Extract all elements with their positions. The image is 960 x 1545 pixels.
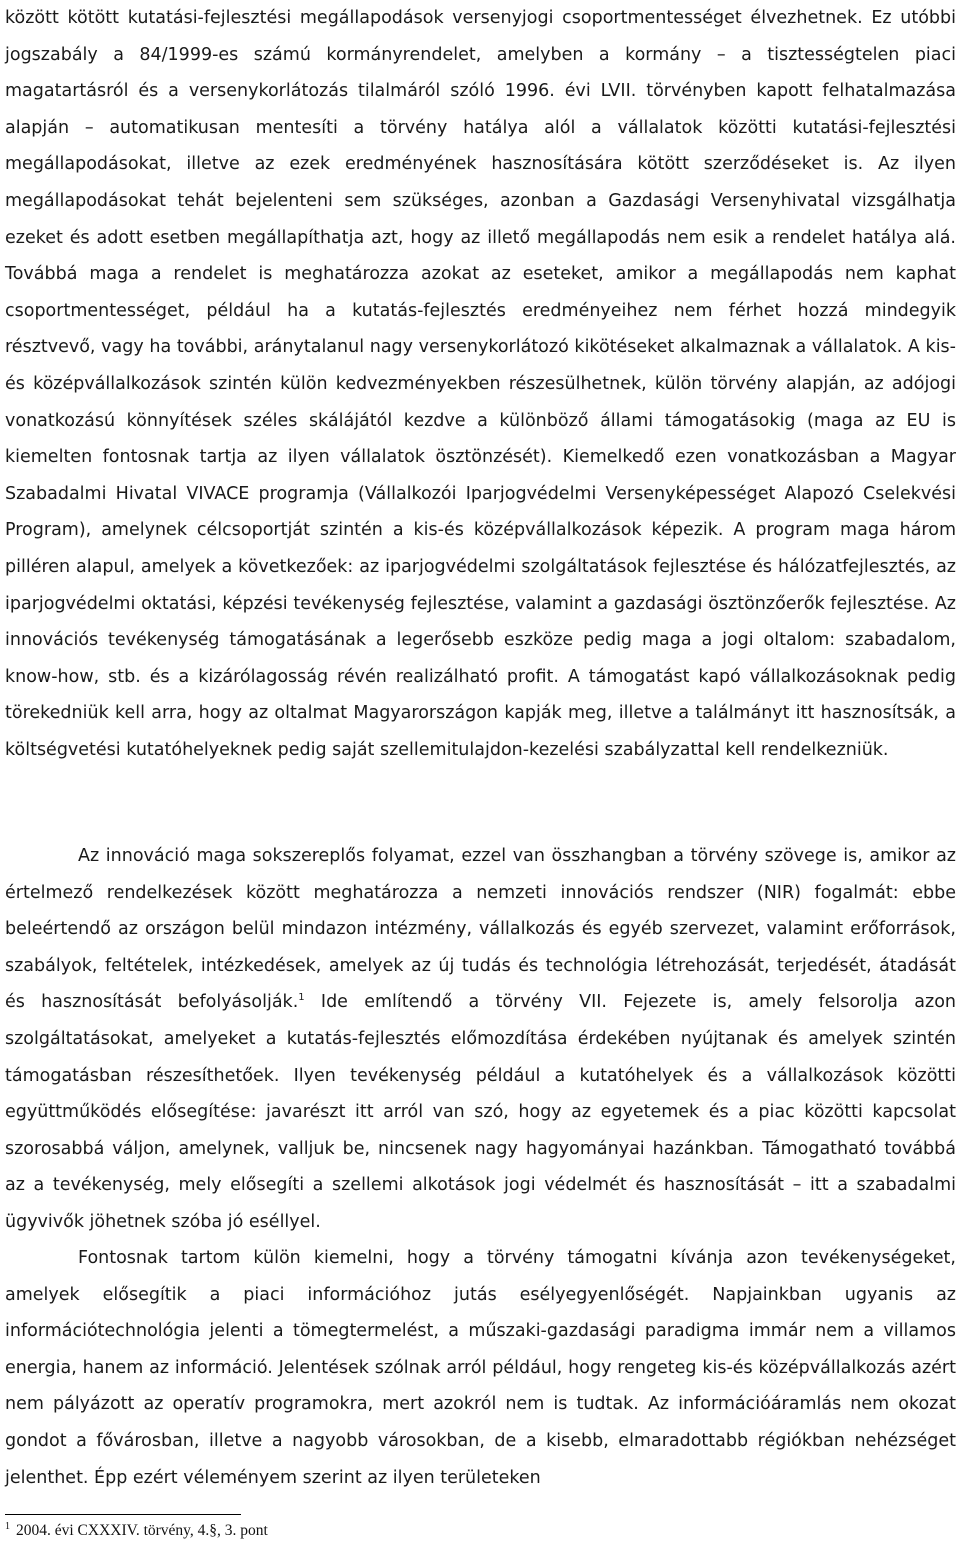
body-paragraph-3 xyxy=(5,1240,956,1496)
footnote xyxy=(5,1521,268,1541)
paragraph-3-text: Fontosnak tartom külön kiemelni, hogy a törvény támogatni kívánja azon tevékenységeket, amelyek elősegítik a piaci információhoz jutás esélyegyenlőségét. Napjainkban ugyanis az információtechnológia jelenti a tömegtermelést, a műszaki-gazdasági paradigma immár nem a villamos energia, hanem az információ. Jelentések szólnak arról például, hogy rengeteg kis-és középvállalkozás azért nem pályázott az operatív programokra, mert azokról nem is tudtak. Az információáramlás nem okozat gondot a fővárosban, illetve a nagyobb városokban, de a kisebb, elmaradottabb régiókban nehézséget jelenthet. Épp ezért véleményem szerint az ilyen területeken xyxy=(5,1248,956,1488)
paragraph-1-text: között kötött kutatási-fejlesztési megállapodások versenyjogi csoportmentességet élvezhetnek. Ez utóbbi jogszabály a 84/1999-es számú kormányrendelet, amelyben a kormány – a tisztességtelen piaci magatartásról és a versenykorlátozás tilalmáról szóló 1996. évi LVII. törvényben kapott felhatalmazása alapján – automatikusan mentesíti a törvény hatálya alól a vállalatok közötti kutatási-fejlesztési megállapodásokat, illetve az ezek eredményének hasznosítására kötött szerződéseket is. Az ilyen megállapodásokat tehát bejelenteni sem szükséges, azonban a Gazdasági Versenyhivatal vizsgálhatja ezeket és adott esetben megállapíthatja azt, hogy az illető megállapodás nem esik a rendelet hatálya alá. Továbbá maga a rendelet is meghatározza azokat az eseteket, amikor a megállapodás nem kaphat csoportmentességet, például ha a kutatás-fejlesztés eredményeihez nem férhet hozzá mindegyik résztvevő, vagy ha további, aránytalanul nagy versenykorlátozó kikötéseket alkalmaznak a vállalatok. A kis- és középvállalkozások szintén külön kedvezményekben részesülhetnek, külön törvény alapján, az adójogi vonatkozású könnyítések széles skálájától kezdve a különböző állami támogatásokig (maga az EU is kiemelten fontosnak tartja az ilyen vállalatok ösztönzését). Kiemelkedő ezen vonatkozásban a Magyar Szabadalmi Hivatal VIVACE programja (Vállalkozói Iparjogvédelmi Versenyképességet Alapozó Cselekvési Program), amelynek célcsoportját szintén a kis-és középvállalkozások képezik. A program maga három pilléren alapul, amelyek a következőek: az iparjogvédelmi szolgáltatások fejlesztése és hálózatfejlesztés, az iparjogvédelmi oktatási, képzési tevékenység fejlesztése, valamint a gazdasági ösztönzőerők fejlesztése. Az innovációs tevékenység támogatásának a legerősebb eszköze pedig maga a jogi oltalom: szabadalom, know-how, stb. és a kizárólagosság révén realizálható profit. A támogatást kapó vállalkozásoknak pedig törekedniük kell arra, hogy az oltalmat Magyarországon kapják meg, illetve a találmányt itt hasznosítsák, a költségvetési kutatóhelyeknek pedig saját szellemitulajdon-kezelési szabályzattal kell rendelkezniük. xyxy=(5,8,956,760)
paragraph-2-text-part-1: Az innováció maga sokszereplős folyamat, ezzel van összhangban a törvény szövege is, amikor az értelmező rendelkezések között meghatározza a nemzeti innovációs rendszer (NIR) fogalmát: ebbe beleértendő az országon belül mindazon intézmény, vállalkozás és egyéb szervezet, valamint erőforrások, szabályok, feltételek, intézkedések, amelyek az új tudás és technológia létrehozását, terjedését, átadását és hasznosítását befolyásolják. xyxy=(5,846,956,1013)
body-paragraph-2 xyxy=(5,838,956,1241)
footnote-divider xyxy=(5,1514,241,1515)
body-paragraph-1 xyxy=(5,0,956,768)
paragraph-2-text-part-2: Ide említendő a törvény VII. Fejezete is, amely felsorolja azon szolgáltatásokat, amelyeket a kutatás-fejlesztés előmozdítása érdekében nyújtanak és amelyek szintén támogatásban részesíthetőek. Ilyen tevékenység például a kutatóhelyek és a vállalkozások közötti együttműködés elősegítése: javarészt itt arról van szó, hogy az egyetemek és a piac közötti kapcsolat szorosabbá váljon, amelynek, valljuk be, nincsenek nagy hagyományai hazánkban. Támogatható továbbá az a tevékenység, mely elősegíti a szellemi alkotások jogi védelmét és hasznosítását – itt a szabadalmi ügyvivők jöhetnek szóba jó eséllyel. xyxy=(5,992,956,1232)
footnote-mark: 1 xyxy=(5,1520,10,1532)
footnote-reference[interactable]: 1 xyxy=(298,992,305,1004)
footnote-text: 2004. évi CXXXIV. törvény, 4.§, 3. pont xyxy=(16,1522,268,1539)
